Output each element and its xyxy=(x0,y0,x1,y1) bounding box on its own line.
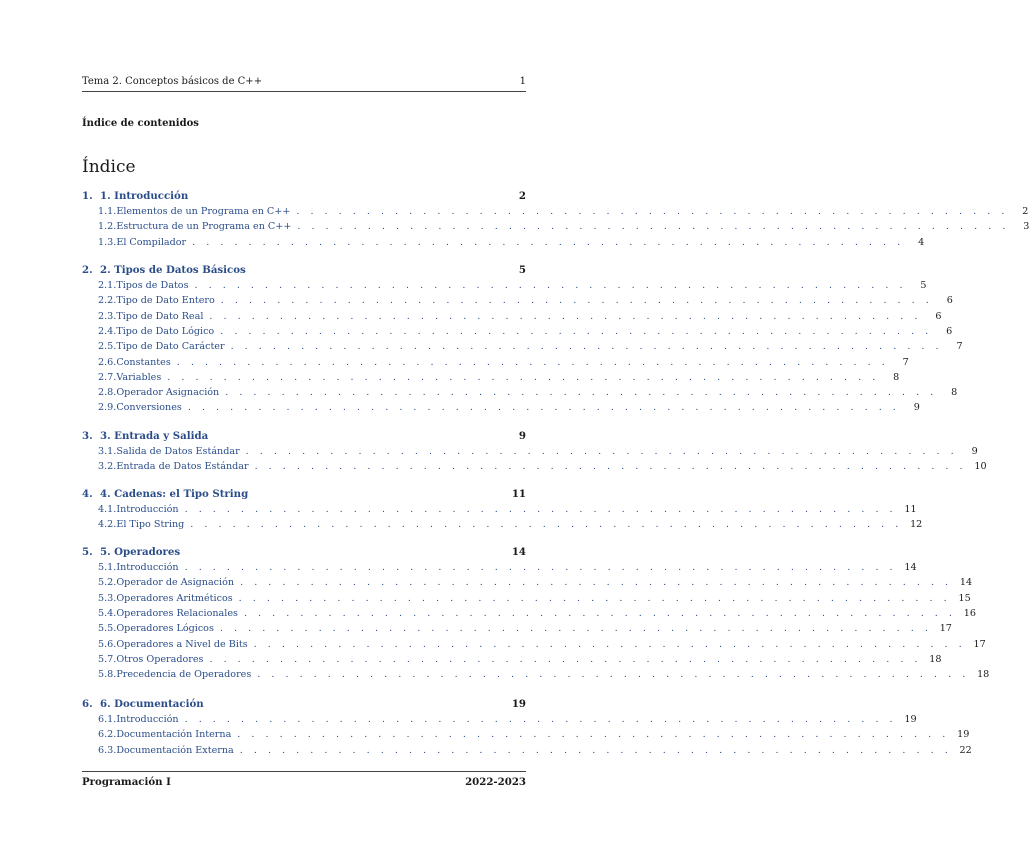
section-number: 2.7. xyxy=(98,371,117,383)
chapter-title: 6. Documentación xyxy=(100,698,204,710)
footer-rule xyxy=(82,771,526,772)
document-page xyxy=(82,0,1029,848)
section-page-number: 3 xyxy=(1023,221,1029,233)
section-title: Operador Asignación xyxy=(116,387,220,399)
page-footer xyxy=(82,776,526,788)
chapter-title: 3. Entrada y Salida xyxy=(100,430,209,442)
section-page-number: 14 xyxy=(959,577,973,589)
section-title: Precedencia de Operadores xyxy=(116,669,252,681)
section-page-number: 19 xyxy=(957,729,970,741)
section-title: Tipo de Dato Lógico xyxy=(116,325,215,337)
toc-section-row[interactable] xyxy=(82,623,952,635)
footer-year: 2022-2023 xyxy=(465,776,526,788)
dot-leader: . . . . . . . . . . . . . . . . . . . . . . . . . . . . . . . . . . . . . . . . . . . . . . . . . . . xyxy=(184,504,897,515)
chapter-title: 4. Cadenas: el Tipo String xyxy=(100,488,249,500)
toc-chapter-row[interactable] xyxy=(82,546,526,558)
dot-leader: . . . . . . . . . . . . . . . . . . . . . . . . . . . . . . . . . . . . . . . . . . . . . . . . . . . xyxy=(209,310,922,322)
section-title: Tipo de Dato Entero xyxy=(116,295,215,307)
section-title: Variables xyxy=(116,371,162,383)
toc-section-row[interactable] xyxy=(82,341,963,353)
section-title: Constantes xyxy=(116,356,171,368)
section-number: 4.1. xyxy=(98,504,117,515)
chapter-number: 6. xyxy=(82,698,93,710)
dot-leader: . . . . . . . . . . . . . . . . . . . . . . . . . . . . . . . . . . . . . . . . . . . . . . . . . . . xyxy=(297,221,1010,233)
section-title: Tipo de Dato Carácter xyxy=(116,341,225,353)
dot-leader: . . . . . . . . . . . . . . . . . . . . . . . . . . . . . . . . . . . . . . . . . . . . . . . . . . . xyxy=(220,295,933,307)
chapter-number: 1. xyxy=(82,190,93,202)
section-title: Introducción xyxy=(116,504,179,515)
footer-course: Programación I xyxy=(82,776,171,788)
chapter-title: 2. Tipos de Datos Básicos xyxy=(100,264,246,276)
dot-leader: . . . . . . . . . . . . . . . . . . . . . . . . . . . . . . . . . . . . . . . . . . . . . . . . . . . xyxy=(230,341,943,353)
toc-section-row[interactable] xyxy=(82,729,970,741)
toc-section-row[interactable] xyxy=(82,504,917,515)
section-page-number: 6 xyxy=(946,325,953,337)
dot-leader: . . . . . . . . . . . . . . . . . . . . . . . . . . . . . . . . . . . . . . . . . . . . . . . . . . . xyxy=(243,607,956,619)
index-label: Índice de contenidos xyxy=(82,118,199,129)
section-page-number: 19 xyxy=(904,714,917,725)
toc-section-row[interactable] xyxy=(82,387,958,399)
toc-section-row[interactable] xyxy=(82,744,972,756)
dot-leader: . . . . . . . . . . . . . . . . . . . . . . . . . . . . . . . . . . . . . . . . . . . . . . . . . . . xyxy=(253,638,966,650)
section-page-number: 18 xyxy=(929,653,942,665)
chapter-title: 5. Operadores xyxy=(100,546,181,558)
dot-leader: . . . . . . . . . . . . . . . . . . . . . . . . . . . . . . . . . . . . . . . . . . . . . . . . . . . xyxy=(220,325,933,337)
section-title: Operadores Relacionales xyxy=(116,607,238,619)
section-title: Tipo de Dato Real xyxy=(116,310,204,322)
section-number: 5.5. xyxy=(98,623,117,635)
page-header xyxy=(82,76,526,87)
dot-leader: . . . . . . . . . . . . . . . . . . . . . . . . . . . . . . . . . . . . . . . . . . . . . . . . . . . xyxy=(209,653,922,665)
section-number: 1.2. xyxy=(98,221,117,233)
dot-leader: . . . . . . . . . . . . . . . . . . . . . . . . . . . . . . . . . . . . . . . . . . . . . . . . . . . xyxy=(237,729,950,741)
dot-leader: . . . . . . . . . . . . . . . . . . . . . . . . . . . . . . . . . . . . . . . . . . . . . . . . . . . xyxy=(238,592,951,604)
dot-leader: . . . . . . . . . . . . . . . . . . . . . . . . . . . . . . . . . . . . . . . . . . . . . . . . . . . xyxy=(240,577,953,589)
dot-leader: . . . . . . . . . . . . . . . . . . . . . . . . . . . . . . . . . . . . . . . . . . . . . . . . . . . xyxy=(184,714,897,725)
toc-title: Índice xyxy=(82,157,136,177)
section-page-number: 17 xyxy=(973,638,986,650)
section-page-number: 9 xyxy=(971,446,978,457)
toc-chapter-row[interactable] xyxy=(82,698,526,710)
toc-section-row[interactable] xyxy=(82,461,987,473)
section-number: 2.4. xyxy=(98,325,117,337)
toc-section-row[interactable] xyxy=(82,638,986,650)
section-number: 1.3. xyxy=(98,236,117,248)
toc-section-row[interactable] xyxy=(82,669,990,681)
section-page-number: 7 xyxy=(956,341,963,353)
section-page-number: 8 xyxy=(893,371,900,383)
section-number: 5.8. xyxy=(98,669,117,681)
section-page-number: 8 xyxy=(951,387,958,399)
header-rule xyxy=(82,91,526,92)
section-number: 3.1. xyxy=(98,446,117,457)
header-page-number: 1 xyxy=(519,76,526,87)
dot-leader: . . . . . . . . . . . . . . . . . . . . . . . . . . . . . . . . . . . . . . . . . . . . . . . . . . . xyxy=(254,461,967,473)
dot-leader: . . . . . . . . . . . . . . . . . . . . . . . . . . . . . . . . . . . . . . . . . . . . . . . . . . . xyxy=(257,669,970,681)
toc-chapter-row[interactable] xyxy=(82,264,526,276)
toc-section-row[interactable] xyxy=(82,653,942,665)
dot-leader: . . . . . . . . . . . . . . . . . . . . . . . . . . . . . . . . . . . . . . . . . . . . . . . . . . . xyxy=(176,356,889,368)
section-title: Otros Operadores xyxy=(116,653,204,665)
dot-leader: . . . . . . . . . . . . . . . . . . . . . . . . . . . . . . . . . . . . . . . . . . . . . . . . . . . xyxy=(194,280,907,291)
toc-section-row[interactable] xyxy=(82,607,976,619)
section-number: 5.1. xyxy=(98,562,117,573)
section-title: Entrada de Datos Estándar xyxy=(116,461,249,473)
section-number: 2.6. xyxy=(98,356,117,368)
section-page-number: 10 xyxy=(974,461,987,473)
dot-leader: . . . . . . . . . . . . . . . . . . . . . . . . . . . . . . . . . . . . . . . . . . . . . . . . . . . xyxy=(190,519,903,531)
section-number: 2.9. xyxy=(98,402,117,414)
section-title: Introducción xyxy=(116,562,179,573)
section-number: 5.4. xyxy=(98,607,117,619)
toc-section-row[interactable] xyxy=(82,310,942,322)
section-title: Operadores Lógicos xyxy=(116,623,214,635)
chapter-page-number: 5 xyxy=(518,264,526,276)
section-number: 6.2. xyxy=(98,729,117,741)
chapter-number: 5. xyxy=(82,546,93,558)
toc-section-row[interactable] xyxy=(82,206,1029,217)
toc-section-row[interactable] xyxy=(82,295,953,307)
section-number: 2.5. xyxy=(98,341,117,353)
section-number: 1.1. xyxy=(98,206,117,217)
chapter-page-number: 9 xyxy=(518,430,526,442)
header-title: Tema 2. Conceptos básicos de C++ xyxy=(82,76,263,87)
toc-section-row[interactable] xyxy=(82,356,909,368)
section-number: 6.1. xyxy=(98,714,117,725)
section-page-number: 11 xyxy=(904,504,917,515)
section-page-number: 9 xyxy=(913,402,920,414)
section-title: Operador de Asignación xyxy=(116,577,235,589)
dot-leader: . . . . . . . . . . . . . . . . . . . . . . . . . . . . . . . . . . . . . . . . . . . . . . . . . . . xyxy=(167,371,880,383)
chapter-page-number: 19 xyxy=(511,698,526,710)
dot-leader: . . . . . . . . . . . . . . . . . . . . . . . . . . . . . . . . . . . . . . . . . . . . . . . . . . . xyxy=(225,387,938,399)
toc-section-row[interactable] xyxy=(82,592,971,604)
section-page-number: 5 xyxy=(920,280,927,291)
dot-leader: . . . . . . . . . . . . . . . . . . . . . . . . . . . . . . . . . . . . . . . . . . . . . . . . . . . xyxy=(192,236,905,248)
section-number: 5.6. xyxy=(98,638,117,650)
section-page-number: 7 xyxy=(902,356,909,368)
chapter-title: 1. Introducción xyxy=(100,190,189,202)
section-title: Introducción xyxy=(116,714,179,725)
section-page-number: 6 xyxy=(935,310,942,322)
section-number: 6.3. xyxy=(98,744,117,756)
section-page-number: 15 xyxy=(958,592,971,604)
section-number: 3.2. xyxy=(98,461,117,473)
chapter-page-number: 11 xyxy=(511,488,526,500)
toc-section-row[interactable] xyxy=(82,519,923,531)
section-title: Tipos de Datos xyxy=(116,280,189,291)
section-title: Estructura de un Programa en C++ xyxy=(116,221,292,233)
section-page-number: 17 xyxy=(939,623,952,635)
section-title: Documentación Externa xyxy=(116,744,234,756)
toc-section-row[interactable] xyxy=(82,236,925,248)
section-title: Documentación Interna xyxy=(116,729,232,741)
section-title: Operadores a Nivel de Bits xyxy=(116,638,248,650)
toc-section-row[interactable] xyxy=(82,280,927,291)
section-number: 2.3. xyxy=(98,310,117,322)
dot-leader: . . . . . . . . . . . . . . . . . . . . . . . . . . . . . . . . . . . . . . . . . . . . . . . . . . . xyxy=(296,206,1009,217)
toc-section-row[interactable] xyxy=(82,221,1029,233)
dot-leader: . . . . . . . . . . . . . . . . . . . . . . . . . . . . . . . . . . . . . . . . . . . . . . . . . . . xyxy=(219,623,932,635)
section-number: 5.2. xyxy=(98,577,117,589)
section-page-number: 16 xyxy=(963,607,976,619)
toc-section-row[interactable] xyxy=(82,371,900,383)
section-number: 2.2. xyxy=(98,295,117,307)
section-title: Conversiones xyxy=(116,402,182,414)
section-page-number: 14 xyxy=(904,562,917,573)
section-number: 2.1. xyxy=(98,280,117,291)
dot-leader: . . . . . . . . . . . . . . . . . . . . . . . . . . . . . . . . . . . . . . . . . . . . . . . . . . . xyxy=(187,402,900,414)
section-title: Salida de Datos Estándar xyxy=(116,446,240,457)
toc-chapter-row[interactable] xyxy=(82,430,526,442)
toc-section-row[interactable] xyxy=(82,577,973,589)
toc-section-row[interactable] xyxy=(82,714,917,725)
section-title: El Tipo String xyxy=(116,519,185,531)
section-number: 4.2. xyxy=(98,519,117,531)
chapter-number: 4. xyxy=(82,488,93,500)
toc-section-row[interactable] xyxy=(82,402,920,414)
section-page-number: 6 xyxy=(946,295,953,307)
section-title: Operadores Aritméticos xyxy=(116,592,233,604)
section-title: Elementos de un Programa en C++ xyxy=(116,206,291,217)
section-page-number: 4 xyxy=(918,236,925,248)
dot-leader: . . . . . . . . . . . . . . . . . . . . . . . . . . . . . . . . . . . . . . . . . . . . . . . . . . . xyxy=(239,744,952,756)
toc-section-row[interactable] xyxy=(82,562,917,573)
section-number: 2.8. xyxy=(98,387,117,399)
chapter-number: 2. xyxy=(82,264,93,276)
section-number: 5.7. xyxy=(98,653,117,665)
chapter-number: 3. xyxy=(82,430,93,442)
toc-section-row[interactable] xyxy=(82,325,953,337)
section-number: 5.3. xyxy=(98,592,117,604)
section-title: El Compilador xyxy=(116,236,187,248)
section-page-number: 2 xyxy=(1022,206,1029,217)
toc-chapter-row[interactable] xyxy=(82,190,526,202)
dot-leader: . . . . . . . . . . . . . . . . . . . . . . . . . . . . . . . . . . . . . . . . . . . . . . . . . . . xyxy=(184,562,897,573)
chapter-page-number: 14 xyxy=(511,546,526,558)
toc-section-row[interactable] xyxy=(82,446,978,457)
section-page-number: 18 xyxy=(977,669,990,681)
dot-leader: . . . . . . . . . . . . . . . . . . . . . . . . . . . . . . . . . . . . . . . . . . . . . . . . . . . xyxy=(245,446,958,457)
section-page-number: 22 xyxy=(959,744,972,756)
chapter-page-number: 2 xyxy=(518,190,526,202)
section-page-number: 12 xyxy=(910,519,923,531)
toc-chapter-row[interactable] xyxy=(82,488,526,500)
